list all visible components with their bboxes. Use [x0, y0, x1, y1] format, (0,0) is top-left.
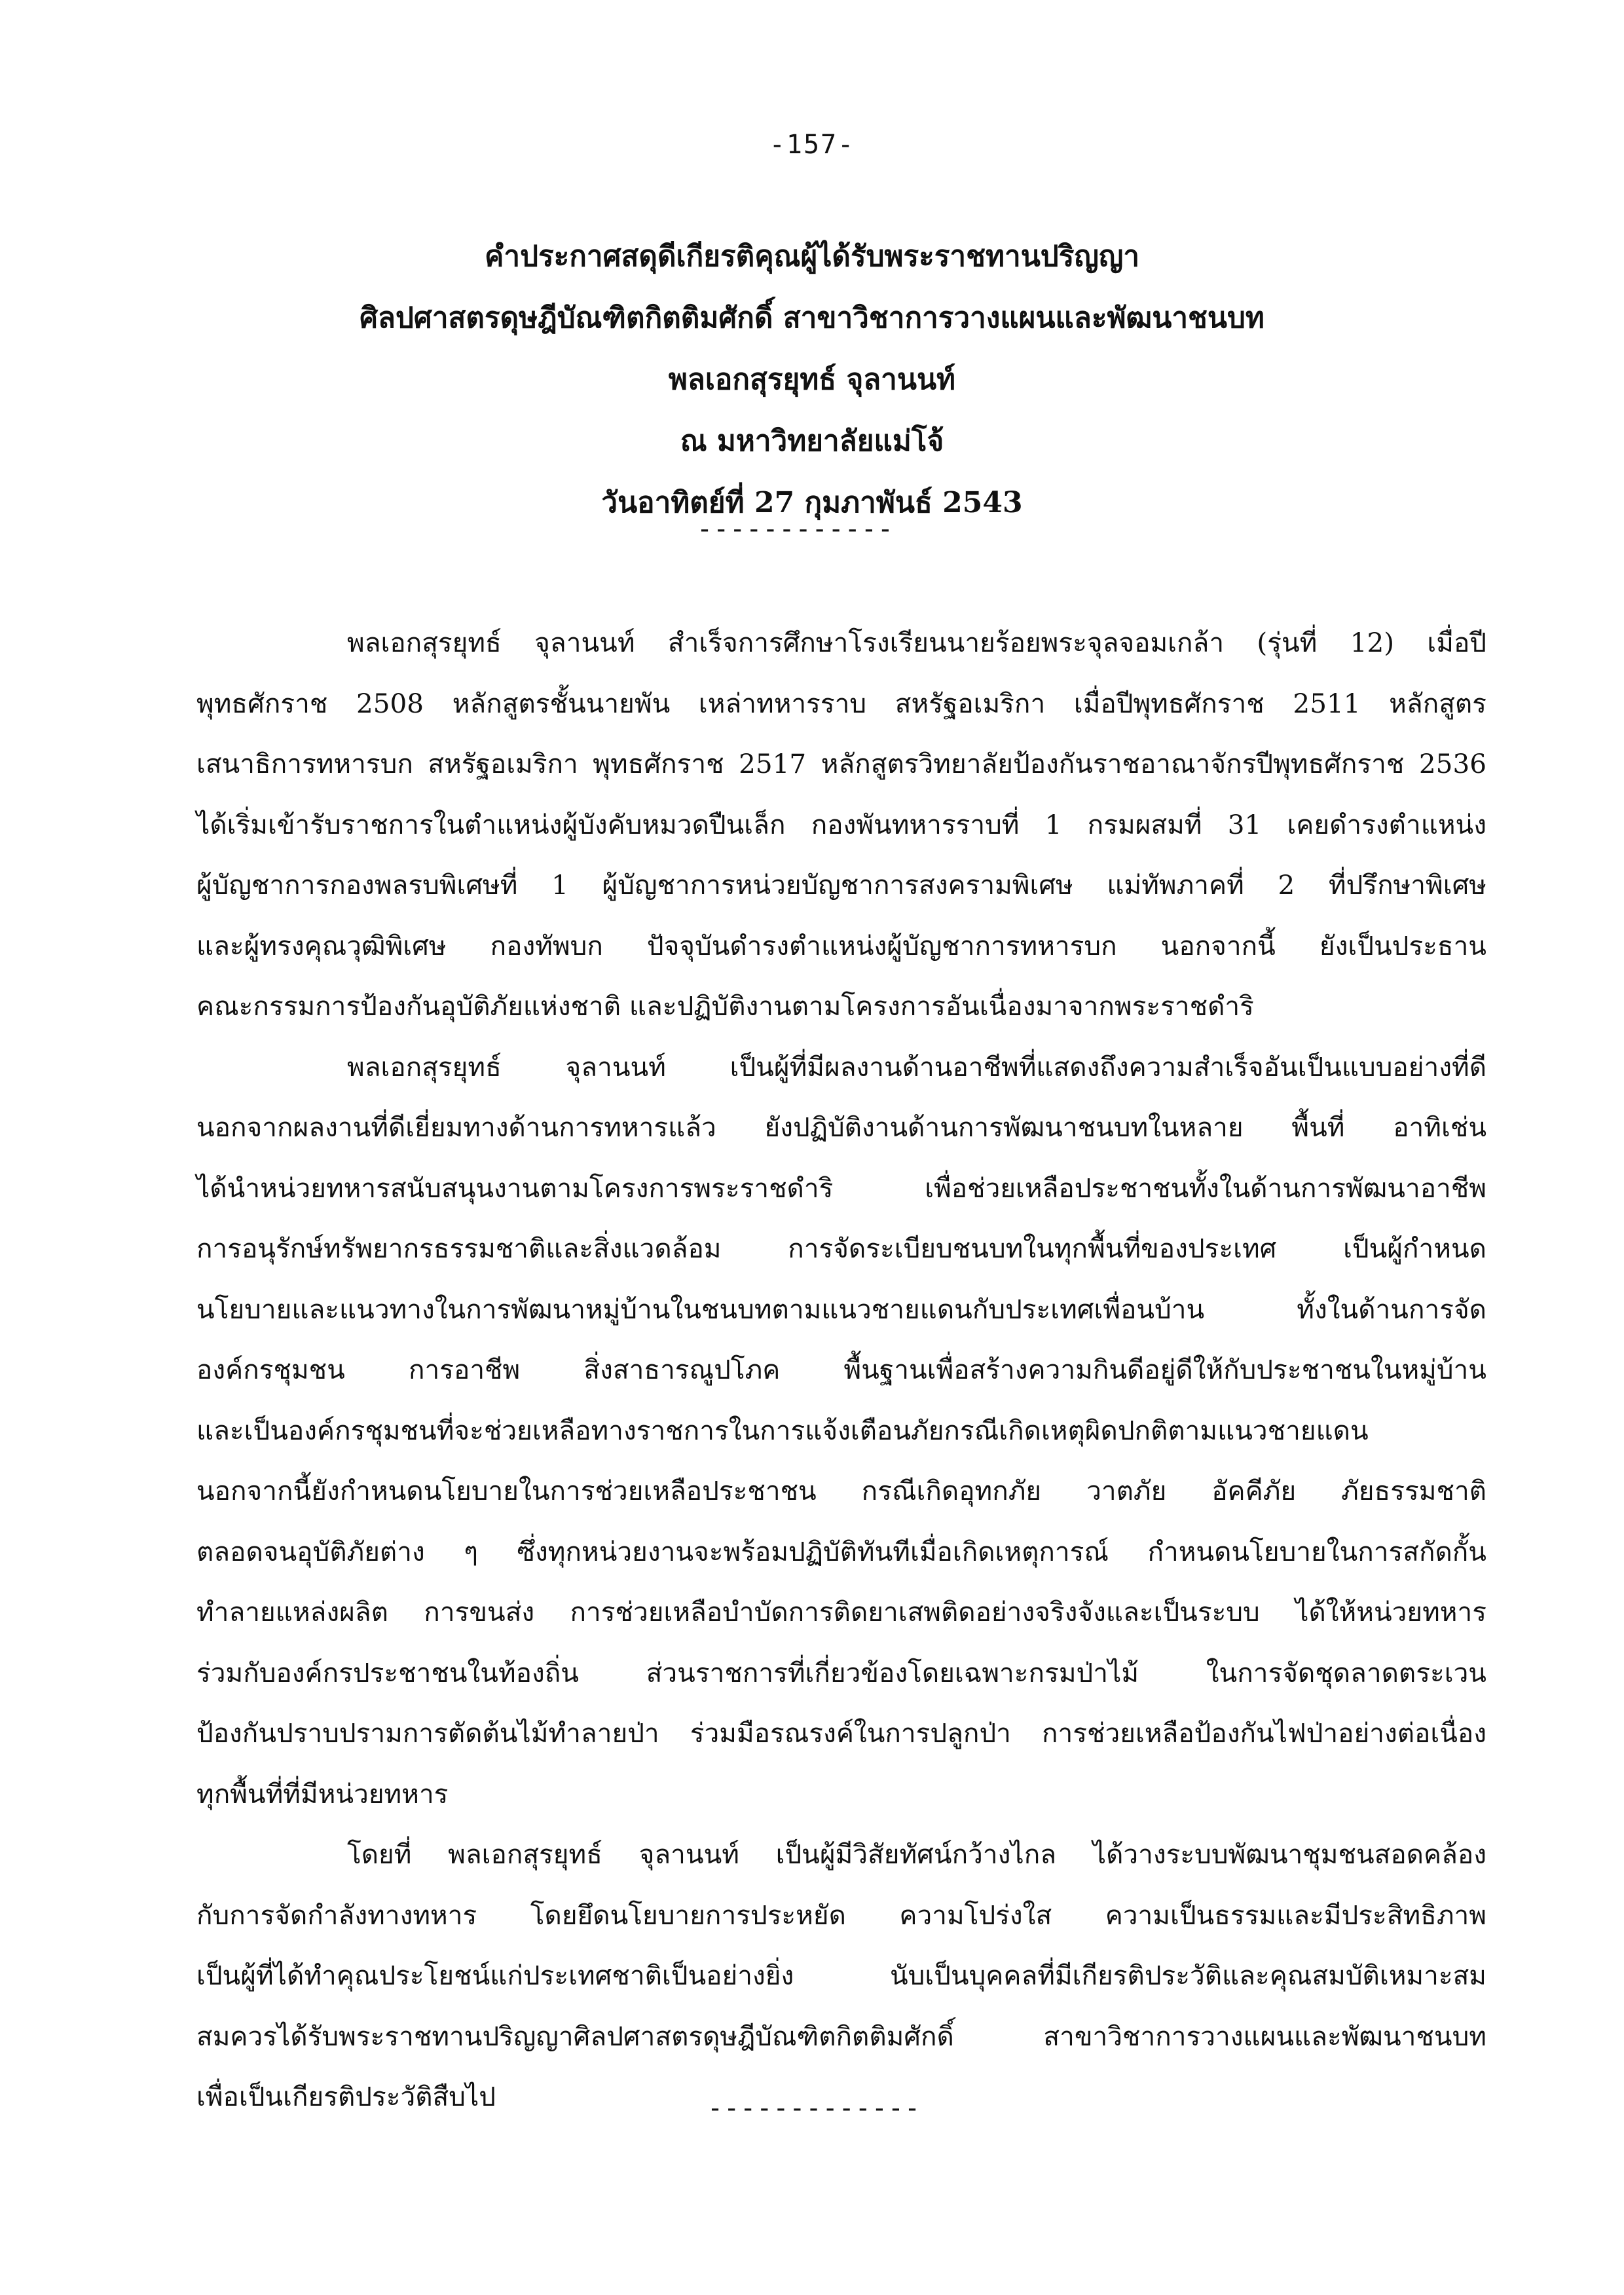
end-divider: ------------- [707, 2093, 921, 2123]
body-line: นโยบายและแนวทางในการพัฒนาหมู่บ้านในชนบทตามแนวชายแดนกับประเทศเพื่อนบ้าน ทั้งในด้านการจัด [196, 1293, 1486, 1325]
body-paragraph [196, 1037, 1486, 1825]
body-line: ผู้บัญชาการกองพลรบพิเศษที่ 1 ผู้บัญชาการหน่วยบัญชาการสงครามพิเศษ แม่ทัพภาคที่ 2 ที่ปรึกษาพิเศษ [196, 869, 1486, 901]
title-line: ศิลปศาสตรดุษฎีบัณฑิตกิตติมศักดิ์ สาขาวิชาการวางแผนและพัฒนาชนบท [360, 301, 1264, 335]
title-divider: ------------ [697, 514, 894, 544]
document-body [196, 612, 1486, 2127]
body-line: ได้เริ่มเข้ารับราชการในตำแหน่งผู้บังคับหมวดปืนเล็ก กองพันทหารราบที่ 1 กรมผสมที่ 31 เคยดำรงตำแหน่ง [196, 808, 1486, 840]
body-line: ทำลายแหล่งผลิต การขนส่ง การช่วยเหลือบำบัดการติดยาเสพติดอย่างจริงจังและเป็นระบบ ได้ให้หน่วยทหาร [196, 1596, 1486, 1628]
body-line: และเป็นองค์กรชุมชนที่จะช่วยเหลือทางราชการในการแจ้งเตือนภัยกรณีเกิดเหตุผิดปกติตามแนวชายแดน [196, 1414, 1369, 1446]
body-paragraph [196, 1824, 1486, 2127]
body-line: ร่วมกับองค์กรประชาชนในท้องถิ่น ส่วนราชการที่เกี่ยวข้องโดยเฉพาะกรมป่าไม้ ในการจัดชุดลาดตระเวน [196, 1656, 1486, 1689]
body-line: และผู้ทรงคุณวุฒิพิเศษ กองทัพบก ปัจจุบันดำรงตำแหน่งผู้บัญชาการทหารบก นอกจากนี้ ยังเป็นประธาน [196, 929, 1486, 961]
body-line: เสนาธิการทหารบก สหรัฐอเมริกา พุทธศักราช 2517 หลักสูตรวิทยาลัยป้องกันราชอาณาจักรปีพุทธศักราช 2536 [196, 748, 1486, 779]
body-line: พลเอกสุรยุทธ์ จุลานนท์ เป็นผู้ที่มีผลงานด้านอาชีพที่แสดงถึงความสำเร็จอันเป็นแบบอย่างที่ดี [347, 1051, 1486, 1083]
body-line: องค์กรชุมชน การอาชีพ สิ่งสาธารณูปโภค พื้นฐานเพื่อสร้างความกินดีอยู่ดีให้กับประชาชนในหมู่บ้าน [196, 1354, 1486, 1385]
body-line: นอกจากผลงานที่ดีเยี่ยมทางด้านการทหารแล้ว ยังปฏิบัติงานด้านการพัฒนาชนบทในหลาย พื้นที่ อาทิเช่น [196, 1111, 1486, 1143]
body-line: การอนุรักษ์ทรัพยากรธรรมชาติและสิ่งแวดล้อม การจัดระเบียบชนบทในทุกพื้นที่ของประเทศ เป็นผู้กำหนด [196, 1233, 1486, 1264]
title-line: คำประกาศสดุดีเกียรติคุณผู้ได้รับพระราชทานปริญญา [484, 240, 1140, 273]
body-line: พุทธศักราช 2508 หลักสูตรชั้นนายพัน เหล่าทหารราบ สหรัฐอเมริกา เมื่อปีพุทธศักราช 2511 หลักสูตร [196, 687, 1486, 719]
body-line: โดยที่ พลเอกสุรยุทธ์ จุลานนท์ เป็นผู้มีวิสัยทัศน์กว้างไกล ได้วางระบบพัฒนาชุมชนสอดคล้อง [347, 1838, 1486, 1870]
body-line: เพื่อเป็นเกียรติประวัติสืบไป [196, 2081, 496, 2112]
body-line: ได้นำหน่วยทหารสนับสนุนงานตามโครงการพระราชดำริ เพื่อช่วยเหลือประชาชนทั้งในด้านการพัฒนาอาชีพ [196, 1172, 1486, 1204]
body-line: คณะกรรมการป้องกันอุบัติภัยแห่งชาติ และปฏิบัติงานตามโครงการอันเนื่องมาจากพระราชดำริ [196, 990, 1254, 1022]
title-line: ณ มหาวิทยาลัยแม่โจ้ [680, 424, 944, 458]
body-line: ทุกพื้นที่ที่มีหน่วยทหาร [196, 1778, 449, 1810]
title-line: วันอาทิตย์ที่ 27 กุมภาพันธ์ 2543 [601, 486, 1023, 519]
body-line: ป้องกันปราบปรามการตัดต้นไม้ทำลายป่า ร่วมมือรณรงค์ในการปลูกป่า การช่วยเหลือป้องกันไฟป่าอย่างต่อเนื่อง [196, 1717, 1486, 1749]
body-line: เป็นผู้ที่ได้ทำคุณประโยชน์แก่ประเทศชาติเป็นอย่างยิ่ง นับเป็นบุคคลที่มีเกียรติประวัติและคุณสมบัติเหมาะสม [196, 1960, 1486, 1991]
body-line: พลเอกสุรยุทธ์ จุลานนท์ สำเร็จการศึกษาโรงเรียนนายร้อยพระจุลจอมเกล้า (รุ่นที่ 12) เมื่อปี [347, 627, 1486, 658]
body-line: กับการจัดกำลังทางทหาร โดยยึดนโยบายการประหยัด ความโปร่งใส ความเป็นธรรมและมีประสิทธิภาพ [196, 1899, 1486, 1931]
body-line: สมควรได้รับพระราชทานปริญญาศิลปศาสตรดุษฎีบัณฑิตกิตติมศักดิ์ สาขาวิชาการวางแผนและพัฒนาชนบท [196, 2020, 1486, 2052]
body-line: นอกจากนี้ยังกำหนดนโยบายในการช่วยเหลือประชาชน กรณีเกิดอุทกภัย วาตภัย อัคคีภัย ภัยธรรมชาติ [196, 1475, 1486, 1506]
body-paragraph [196, 612, 1486, 1037]
body-line: ตลอดจนอุบัติภัยต่าง ๆ ซึ่งทุกหน่วยงานจะพร้อมปฏิบัติทันทีเมื่อเกิดเหตุการณ์ กำหนดนโยบายในการสกัดกั้น [196, 1535, 1486, 1567]
document-title [0, 226, 1624, 534]
page-number: -157- [769, 130, 855, 160]
title-line: พลเอกสุรยุทธ์ จุลานนท์ [668, 363, 956, 396]
